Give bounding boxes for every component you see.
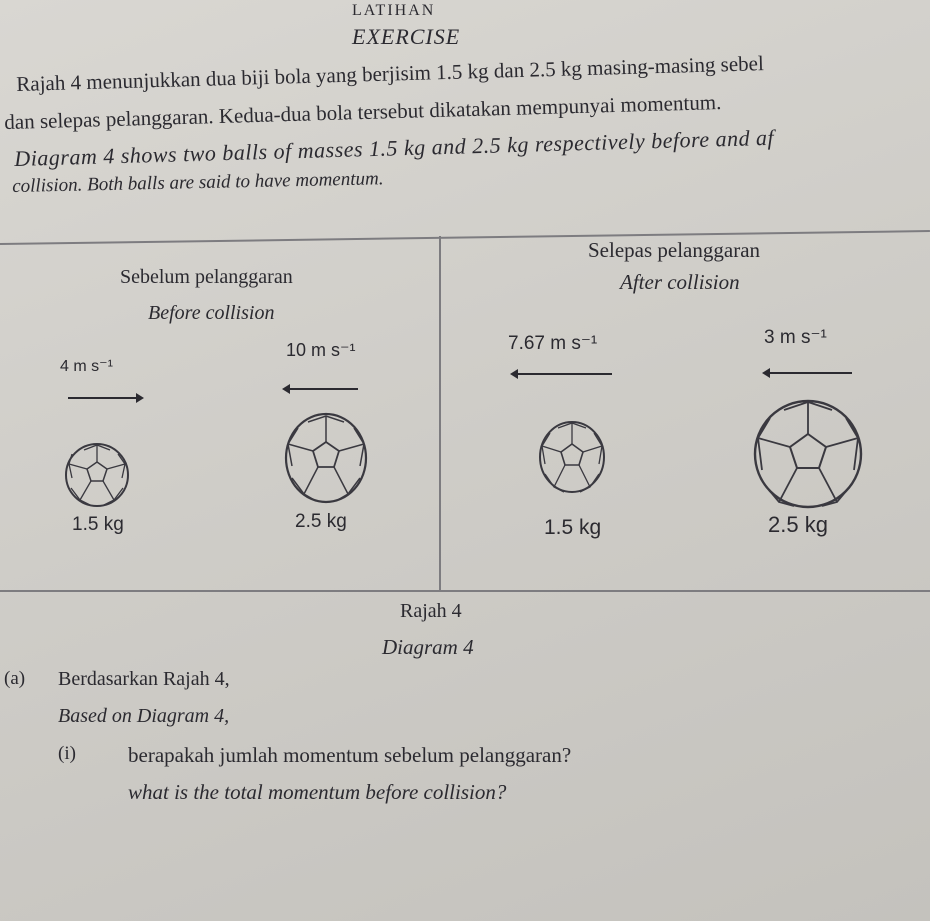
after-ball2-velocity: 3 m s⁻¹	[764, 327, 827, 348]
diagram-caption-english: Diagram 4	[382, 635, 474, 659]
arrow-left-icon	[508, 366, 614, 382]
arrow-left-icon	[760, 365, 854, 381]
diagram-divider	[439, 236, 441, 592]
intro-english-line2: collision. Both balls are said to have momentum.	[12, 168, 384, 197]
before-ball2-velocity: 10 m s⁻¹	[286, 340, 356, 360]
before-title-malay: Sebelum pelanggaran	[120, 266, 293, 288]
arrow-right-icon	[66, 390, 146, 406]
diagram-bottom-border	[0, 590, 930, 592]
question-part-i-malay: berapakah jumlah momentum sebelum pelanggaran?	[128, 743, 572, 767]
soccer-ball-icon	[752, 398, 864, 510]
intro-malay-line2: dan selepas pelanggaran. Kedua-dua bola tersebut dikatakan mempunyai momentum.	[4, 89, 722, 134]
question-part-a-label: (a)	[4, 668, 26, 689]
diagram-top-border	[0, 230, 930, 245]
diagram-caption-malay: Rajah 4	[400, 600, 462, 622]
question-part-a-english: Based on Diagram 4,	[58, 705, 230, 727]
arrow-left-icon	[280, 381, 360, 397]
after-title-english: After collision	[620, 270, 740, 294]
question-part-a-malay: Berdasarkan Rajah 4,	[58, 668, 230, 690]
after-title-malay: Selepas pelanggaran	[588, 238, 761, 262]
after-ball1-mass: 1.5 kg	[544, 516, 602, 539]
soccer-ball-icon	[538, 420, 606, 494]
soccer-ball-icon	[284, 412, 368, 504]
intro-english-line1: Diagram 4 shows two balls of masses 1.5 kg and 2.5 kg respectively before and af	[14, 124, 775, 171]
question-part-i-label: (i)	[58, 743, 76, 764]
exercise-heading: EXERCISE	[352, 24, 461, 49]
before-title-english: Before collision	[148, 302, 275, 324]
soccer-ball-icon	[64, 442, 130, 508]
before-ball1-mass: 1.5 kg	[72, 514, 124, 535]
intro-malay-line1: Rajah 4 menunjukkan dua biji bola yang berjisim 1.5 kg dan 2.5 kg masing-masing sebel	[16, 51, 765, 96]
after-ball1-velocity: 7.67 m s⁻¹	[508, 333, 598, 354]
question-part-i-english: what is the total momentum before collision?	[128, 780, 507, 804]
latihan-heading: LATIHAN	[352, 2, 436, 19]
after-ball2-mass: 2.5 kg	[768, 512, 828, 537]
before-ball1-velocity: 4 m s⁻¹	[60, 358, 113, 375]
before-ball2-mass: 2.5 kg	[295, 511, 347, 532]
